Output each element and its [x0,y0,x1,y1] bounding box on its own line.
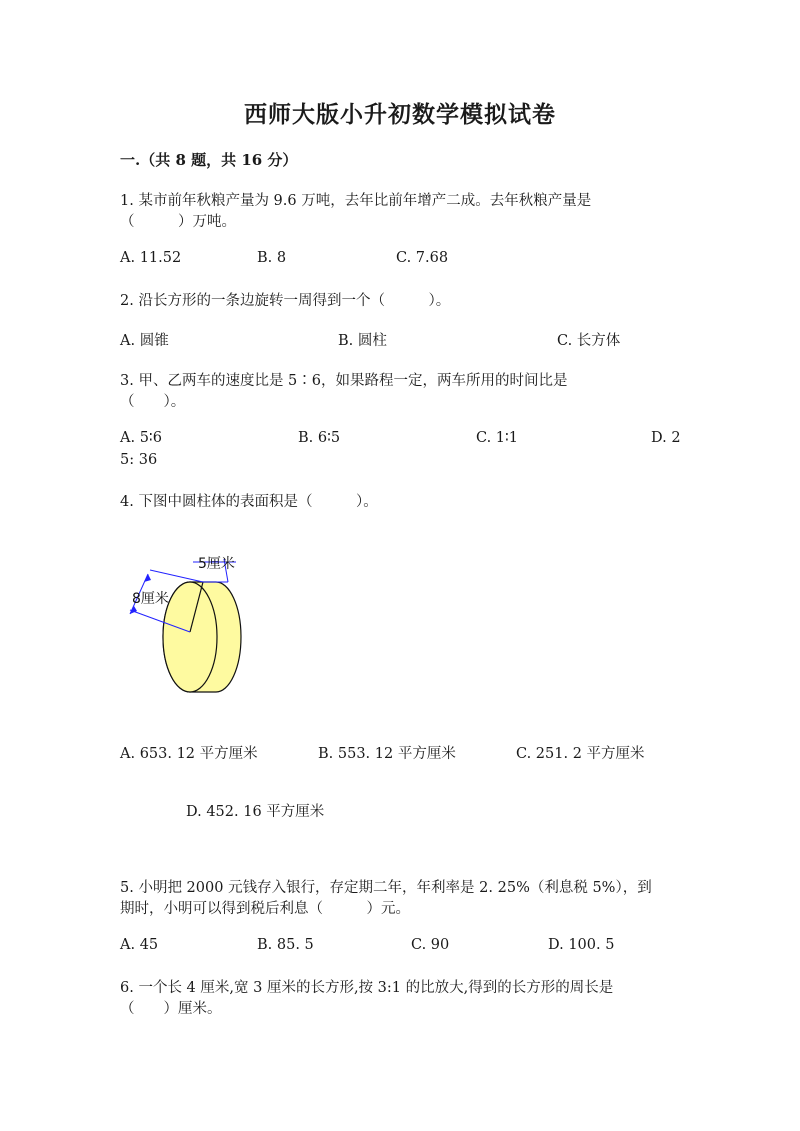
cylinder-body [163,582,241,692]
section-heading: 一.（共 8 题，共 16 分） [120,151,298,169]
question-4-option-c[interactable]: C. 251. 2 平方厘米 [516,746,645,762]
question-3-option-d[interactable]: D. 2 [651,430,681,446]
question-5-option-b[interactable]: B. 85. 5 [257,937,314,953]
question-1-option-a[interactable]: A. 11.52 [120,250,182,266]
question-5-text-line-1: 5. 小明把 2000 元钱存入银行，存定期二年，年利率是 2. 25%（利息税 5%），到 [120,880,652,896]
question-5-option-d[interactable]: D. 100. 5 [548,937,615,953]
question-1-text-line-1: 1. 某市前年秋粮产量为 9.6 万吨，去年比前年增产二成。去年秋粮产量是 [120,193,592,209]
question-1-text-line-2: （ ）万吨。 [120,214,236,230]
question-2-option-a[interactable]: A. 圆锥 [120,333,169,349]
question-2-option-b[interactable]: B. 圆柱 [338,333,387,349]
question-1-option-b[interactable]: B. 8 [257,250,287,266]
question-4-option-b[interactable]: B. 553. 12 平方厘米 [318,746,456,762]
question-3-text-line-1: 3. 甲、乙两车的速度比是 5∶6，如果路程一定，两车所用的时间比是 [120,373,568,389]
question-5-text-line-2: 期时，小明可以得到税后利息（ ）元。 [120,901,410,917]
question-3-text-line-2: （ ）。 [120,394,186,410]
question-4-option-a[interactable]: A. 653. 12 平方厘米 [120,746,258,762]
question-4-option-d[interactable]: D. 452. 16 平方厘米 [186,804,325,820]
question-1-option-c[interactable]: C. 7.68 [396,250,449,266]
question-2-text-line-1: 2. 沿长方形的一条边旋转一周得到一个（ ）。 [120,293,451,309]
question-5-option-a[interactable]: A. 45 [120,937,159,953]
height-label: 8厘米 [132,591,169,607]
page-title: 西师大版小升初数学模拟试卷 [244,101,556,128]
question-3-option-c[interactable]: C. 1∶1 [476,430,519,446]
question-6-text-line-2: （ ）厘米。 [120,1001,222,1017]
question-3-option-b[interactable]: B. 6∶5 [298,430,341,446]
question-2-option-c[interactable]: C. 长方体 [557,333,621,349]
question-3-option-d-continued: 5: 36 [120,452,158,468]
question-6-text-line-1: 6. 一个长 4 厘米,宽 3 厘米的长方形,按 3:1 的比放大,得到的长方形的周长是 [120,980,614,996]
radius-label: 5厘米 [198,556,235,572]
cylinder-figure [118,548,258,698]
question-4-text-line-1: 4. 下图中圆柱体的表面积是（ ）。 [120,494,378,510]
question-3-option-a[interactable]: A. 5∶6 [120,430,162,446]
question-5-option-c[interactable]: C. 90 [411,937,450,953]
